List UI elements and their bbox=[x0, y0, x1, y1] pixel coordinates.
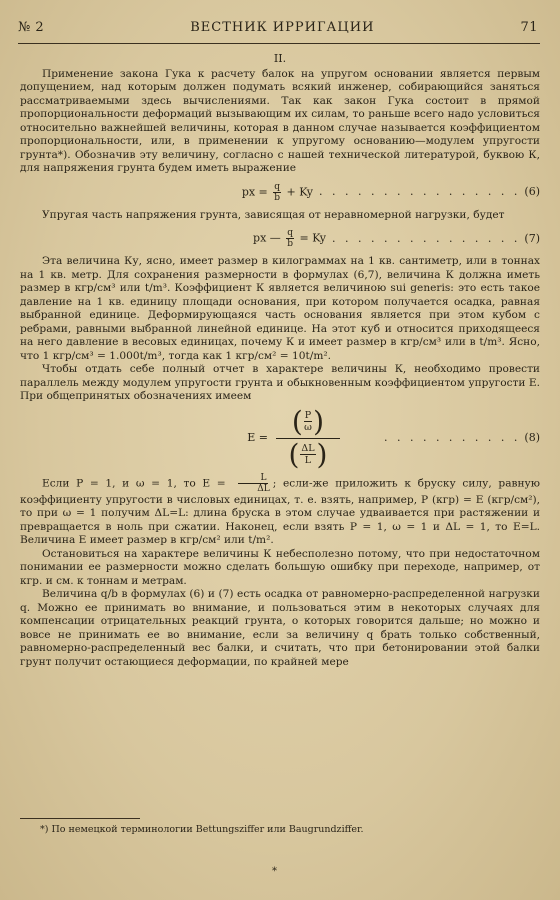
paragraph-1: Применение закона Гука к расчету балок на упругом основании является первым допущением, над которым должен подумать всякий инженер, собирающийся заняться рассматриваемыми здесь вычислениями. Так как закон Гука состоит в прямой пропорциональности деформаций вызывающим их силам, то раньше всего надо условиться относительно важнейшей величины, которая в данном случае называется коэффициентом пропорциональности, или, в применении к упругому основанию—модулем упругости грунта*). Обозначив эту величину, согласно с нашей технической литературой, буквою К, для напряжения грунта будем иметь выражение bbox=[20, 67, 540, 174]
formula-7-numerator: q bbox=[287, 228, 294, 238]
right-paren: ) bbox=[313, 404, 325, 438]
formula-8-dots: . . . . . . . . . . . bbox=[383, 431, 521, 445]
formula-7-fraction bbox=[286, 228, 294, 249]
formula-8-top-inner bbox=[304, 410, 312, 433]
header-rule bbox=[18, 43, 540, 44]
formula-6-fraction bbox=[273, 182, 281, 203]
paragraph-7: Величина q/b в формулах (6) и (7) есть осадка от равномерно-распределенной нагрузки q. Можно ее принимать во внимание, и пользоваться этим в некоторых случаях для компенсации отрицательных реакций грунта, о которых говорится дальше; но можно и вовсе не принимать ее во внимание, если за величину q брать только собственный, равномерно-распределенный вес балки, и считать, что при бетонировании этой балки грунт получит остающиеся деформации, по крайней мере bbox=[20, 588, 540, 668]
formula-8-top-denominator: ω bbox=[304, 422, 312, 433]
formula-8-bottom-numerator: ΔL bbox=[301, 443, 315, 454]
formula-6-expression bbox=[242, 182, 313, 203]
formula-7-rhs: = Ky bbox=[299, 231, 326, 245]
paragraph-4: Чтобы отдать себе полный отчет в характере величины К, необходимо провести параллель между модулем упругости грунта и обыкновенным коэффициентом упругости Е. При общепринятых обозначениях имеем bbox=[20, 363, 540, 402]
footnote: *) По немецкой терминологии Bettungsziffer или Baugrundziffer. bbox=[40, 824, 364, 835]
journal-title: ВЕСТНИК ИРРИГАЦИИ bbox=[190, 19, 375, 35]
inline-fraction bbox=[234, 473, 270, 494]
formula-7-dots: . . . . . . . . . . . . . . . bbox=[332, 231, 521, 245]
formula-7-label: (7) bbox=[524, 231, 540, 245]
paragraph-6: Остановиться на характере величины К небесполезно потому, что при недостаточном понимании ее размерности можно сделать большую ошибку при переходе, например, от кгр. и см. к тоннам и метрам. bbox=[20, 547, 540, 587]
formula-8 bbox=[20, 404, 540, 471]
formula-7 bbox=[20, 228, 540, 249]
formula-8-label: (8) bbox=[524, 431, 540, 445]
formula-8-bottom-inner bbox=[300, 443, 315, 466]
paragraph-5-start: Если Р = 1, и ω = 1, то Е = bbox=[42, 477, 226, 489]
right-paren: ) bbox=[316, 437, 328, 471]
formula-7-denominator: b bbox=[287, 239, 294, 249]
left-paren: ( bbox=[288, 437, 300, 471]
formula-8-fraction bbox=[276, 404, 340, 471]
formula-6 bbox=[20, 182, 540, 203]
formula-6-denominator: b bbox=[274, 192, 281, 203]
inline-fraction-denominator: ΔL bbox=[257, 483, 270, 494]
formula-6-dots: . . . . . . . . . . . . . . . . bbox=[319, 185, 521, 199]
paragraph-3: Эта величина Ку, ясно, имеет размер в килограммах на 1 кв. сантиметр, или в тоннах на 1 кв. метр. Для сохранения размерности в формулах (6,7), величина К должна иметь размер в кгр/см³ или t/m³. Коэффициент К является величиною sui generis: это есть такое давление на 1 кв. единицу площади основания, при котором получается осадка, равная выбранной единице. Деформирующаяся часть основания является при этом кубом с ребрами, равными выбранной линейной единице. На этот куб и относится приходящееся на него давление в весовых единицах, почему К и имеет размер в кгр/см³ или в t/m³. Ясно, что 1 кгр/см³ = 1.000t/m³, тогда как 1 кгр/см² = 10t/m². bbox=[20, 255, 540, 362]
formula-7-lhs: px — bbox=[253, 231, 281, 245]
inline-fraction-numerator: L bbox=[238, 473, 268, 484]
formula-8-bar bbox=[276, 438, 340, 439]
paragraph-5 bbox=[20, 473, 540, 548]
formula-6-rhs: + Ky bbox=[286, 185, 313, 198]
formula-6-lhs: px = bbox=[241, 185, 268, 198]
formula-8-expression bbox=[247, 404, 344, 471]
formula-8-bottom-denominator: L bbox=[304, 455, 312, 466]
page-number: 71 bbox=[520, 19, 538, 35]
issue-number: № 2 bbox=[18, 19, 45, 35]
formula-8-top bbox=[291, 404, 325, 438]
left-paren: ( bbox=[291, 404, 303, 438]
page-header bbox=[18, 14, 538, 40]
formula-8-lhs: E = bbox=[247, 431, 268, 445]
formula-6-label: (6) bbox=[524, 185, 540, 199]
paragraph-2: Упругая часть напряжения грунта, зависящая от неравномерной нагрузки, будет bbox=[42, 208, 505, 221]
formula-6-numerator: q bbox=[274, 181, 281, 192]
formula-7-expression bbox=[253, 228, 326, 249]
paragraph-5-rest: ; если-же приложить к бруску силу, равную коэффициенту упругости в числовых единицах, т. е. взять, например, Р (кгр) = Е (кгр/см²), то при ω = 1 получим ΔL=L: длина бруска в этом случае удваивается при растяжении и превращается в ноль при сжатии. Наконец, если взять Р = 1, ω = 1 и ΔL = 1, то Е=L. Величина Е имеет размер в кгр/см² или t/m². bbox=[20, 477, 540, 546]
section-number: II. bbox=[273, 52, 287, 65]
formula-8-bottom bbox=[288, 437, 328, 471]
footnote-rule bbox=[20, 818, 140, 819]
bottom-mark: * bbox=[272, 866, 277, 877]
formula-8-top-numerator: P bbox=[304, 410, 312, 421]
article-body bbox=[20, 52, 540, 669]
